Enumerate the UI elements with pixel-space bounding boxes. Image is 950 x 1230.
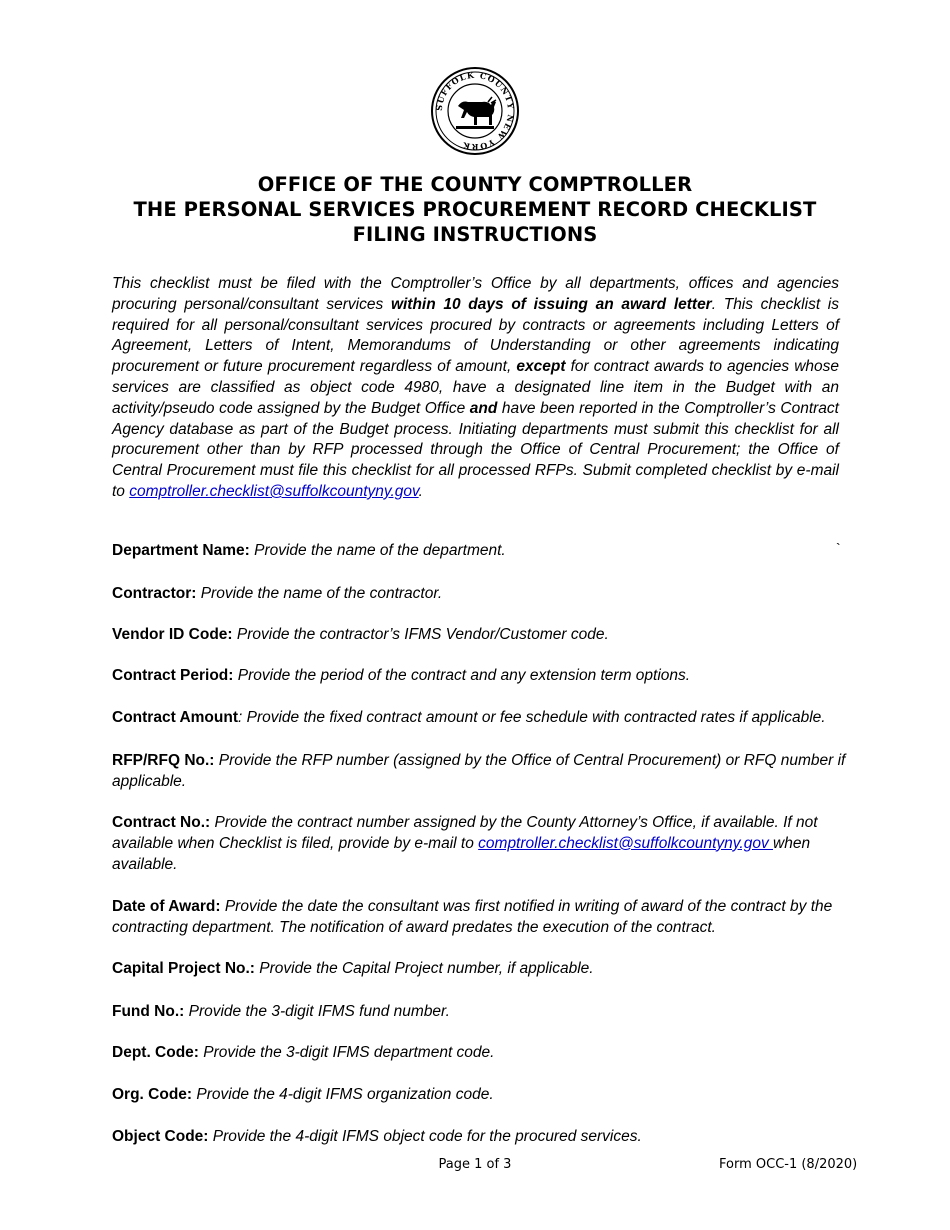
intro-paragraph	[112, 274, 839, 503]
page-subtitle: THE PERSONAL SERVICES PROCUREMENT RECORD CHECKLIST	[133, 198, 817, 221]
item-rfp-rfq	[112, 751, 857, 793]
item-desc: Provide the contract number assigned by the County Attorney’s Office, if available. If not available when Checklist is filed, provide by e-mail to	[112, 814, 818, 852]
item-department-name	[112, 541, 857, 562]
intro-text: This checklist must be filed with the Comptroller’s Office by all departments, offices and agencies procuring personal/consultant services	[112, 275, 839, 313]
item-desc: Provide the 4-digit IFMS organization code.	[192, 1086, 494, 1103]
item-desc: Provide the Capital Project number, if applicable.	[254, 960, 594, 977]
item-label: Capital Project No.:	[112, 960, 255, 977]
email-link[interactable]: comptroller.checklist@suffolkcountyny.gov	[129, 482, 419, 500]
item-desc: : Provide the fixed contract amount or fee schedule with contracted rates if applicable.	[238, 709, 826, 726]
item-object-code	[112, 1127, 857, 1148]
item-label: Object Code:	[112, 1128, 209, 1145]
item-desc: Provide the name of the department.	[249, 542, 506, 559]
item-dept-code	[112, 1043, 857, 1064]
stray-mark: `	[836, 540, 841, 556]
item-desc: when available.	[112, 834, 811, 873]
item-label: Fund No.:	[112, 1003, 185, 1020]
item-label: Vendor ID Code:	[112, 626, 233, 643]
item-vendor-id	[112, 625, 857, 646]
item-label: Contract Amount	[112, 709, 238, 726]
item-label: Contractor:	[112, 585, 197, 602]
item-desc: Provide the 4-digit IFMS object code for the procured services.	[208, 1128, 642, 1145]
item-desc: Provide the RFP number (assigned by the Office of Central Procurement) or RFQ number if applicable.	[112, 752, 846, 790]
page-subtitle-instructions: FILING INSTRUCTIONS	[352, 223, 598, 246]
item-contract-amount	[112, 708, 857, 729]
item-desc: Provide the period of the contract and any extension term options.	[233, 667, 691, 684]
item-contractor	[112, 584, 857, 605]
intro-text: for contract awards to agencies whose services are classified as object code 4980, have a designated line item in the Budget with an activity/pseudo code assigned by the Budget Office	[112, 358, 840, 417]
intro-text: . This checklist is required for all personal/consultant services procured by contracts or agreements including Letters of Agreement, Letters of Intent, Memorandums of Understanding or other agreements indicating procurement or future procurement regardless of amount,	[112, 295, 839, 376]
item-desc: Provide the contractor’s IFMS Vendor/Customer code.	[232, 626, 609, 643]
seal-text: SUFFOLK COUNTY NEW YORK	[433, 69, 517, 153]
item-desc: Provide the date the consultant was first notified in writing of award of the contract by the contracting department. The notification of award predates the execution of the contract.	[112, 898, 833, 936]
item-desc: Provide the 3-digit IFMS department code.	[198, 1044, 495, 1061]
email-link[interactable]: comptroller.checklist@suffolkcountyny.gov	[478, 834, 774, 852]
item-label: Dept. Code:	[112, 1044, 199, 1061]
item-label: Contract Period:	[112, 667, 234, 684]
item-desc: Provide the name of the contractor.	[196, 585, 443, 602]
page-title: OFFICE OF THE COUNTY COMPTROLLER	[257, 173, 693, 196]
item-capital-project	[112, 959, 857, 980]
intro-text: have been reported in the Comptroller’s Contract Agency database as part of the Budget process. Initiating departments must submit this checklist for all procurement other than by RFP processed through the Office of Central Procurement; the Office of Central Procurement must file this checklist for all processed RFPs. Submit completed checklist by e-mail to	[112, 399, 839, 500]
intro-bold-except: except	[516, 358, 566, 376]
form-id: Form OCC-1 (8/2020)	[719, 1157, 858, 1172]
county-seal-logo	[430, 66, 520, 156]
item-label: Department Name:	[112, 542, 250, 559]
item-label: Contract No.:	[112, 814, 211, 831]
item-date-of-award	[112, 897, 857, 939]
item-label: Date of Award:	[112, 898, 221, 915]
item-label: Org. Code:	[112, 1086, 193, 1103]
item-contract-no	[112, 813, 857, 875]
intro-bold-deadline: within 10 days of issuing an award letter	[390, 295, 712, 313]
page-number: Page 1 of 3	[438, 1157, 512, 1172]
item-contract-period	[112, 666, 857, 687]
intro-text: .	[418, 482, 423, 500]
item-label: RFP/RFQ No.:	[112, 752, 215, 769]
intro-bold-and: and	[469, 399, 498, 417]
item-fund-no	[112, 1002, 857, 1023]
item-org-code	[112, 1085, 857, 1106]
item-desc: Provide the 3-digit IFMS fund number.	[184, 1003, 450, 1020]
